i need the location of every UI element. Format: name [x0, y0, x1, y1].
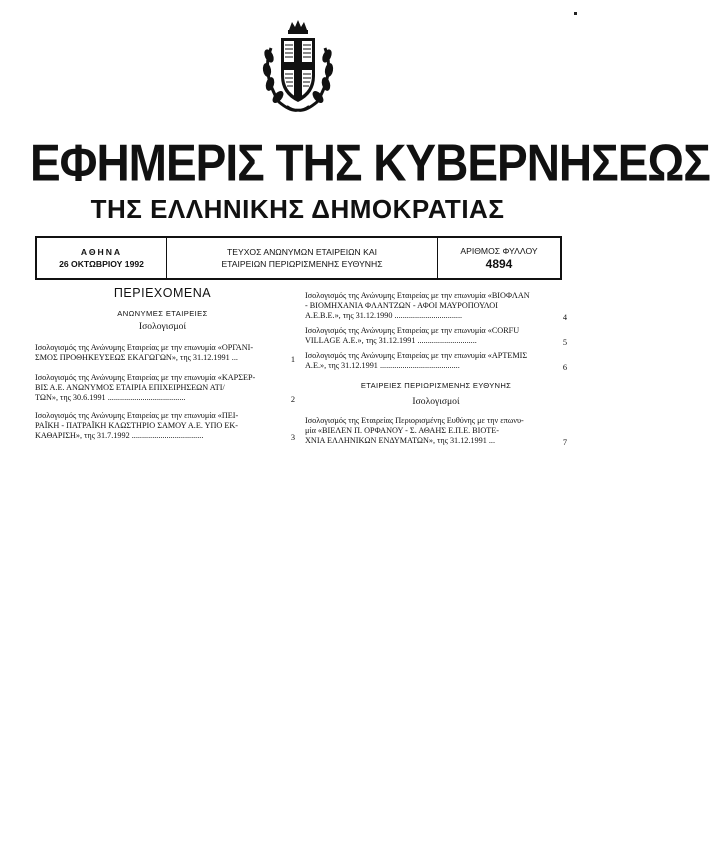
toc-entry-line: ΧΝΙΑ ΕΛΛΗΝΙΚΩΝ ΕΝΔΥΜΑΤΩΝ», της 31.12.1991 ...: [305, 436, 495, 445]
toc-entry[interactable]: [35, 343, 295, 365]
issue-date: 26 ΟΚΤΩΒΡΙΟΥ 1992: [59, 259, 144, 269]
toc-entry-line: Ισολογισμός της Ανώνυμης Εταιρείας με την επωνυμία «ΠΕΙ-: [35, 411, 239, 420]
gazette-subtitle: ΤΗΣ ΕΛΛΗΝΙΚΗΣ ΔΗΜΟΚΡΑΤΙΑΣ: [90, 194, 505, 224]
city-label: ΑΘΗΝΑ: [80, 247, 123, 257]
section-ae-heading: ΑΝΩΝΥΜΕΣ ΕΤΑΙΡΕΙΕΣ: [117, 309, 208, 318]
toc-entry-line: ΒΙΣ Α.Ε. ΑΝΩΝΥΜΟΣ ΕΤΑΙΡΙΑ ΕΠΙΧΕΙΡΗΣΕΩΝ ΑΤΙ/: [35, 383, 225, 392]
gazette-title: ΕΦΗΜΕΡΙΣ ΤΗΣ ΚΥΒΕΡΝΗΣΕΩΣ: [30, 133, 710, 192]
toc-entry-line: VILLAGE Α.Ε.», της 31.12.1991 .............................: [305, 336, 477, 345]
toc-entry-line: Ισολογισμός της Εταιρείας Περιορισμένης Ευθύνης με την επωνυ-: [305, 416, 524, 425]
toc-entry[interactable]: [35, 411, 295, 443]
toc-entry[interactable]: [305, 291, 567, 323]
balance-sheets-subheading-2: Ισολογισμοί: [412, 396, 460, 407]
toc-entry[interactable]: [305, 351, 567, 373]
toc-entry-line: ΚΑΘΑΡΙΣΗ», της 31.7.1992 ...................................: [35, 431, 204, 440]
balance-sheets-subheading-1: Ισολογισμοί: [138, 321, 187, 332]
toc-entry-line: Ισολογισμός της Ανώνυμης Εταιρείας με την επωνυμία «ΚΑΡΣΕΡ-: [35, 373, 256, 382]
toc-page-number: 2: [290, 395, 295, 404]
issue-type-cell: [167, 238, 438, 278]
toc-entry-line: - ΒΙΟΜΗΧΑΝΙΑ ΦΛΑΝΤΖΩΝ - ΑΦΟΙ ΜΑΥΡΟΠΟΥΛΟΙ: [305, 301, 498, 310]
sheet-number-cell: [438, 238, 560, 278]
toc-entry-line: μία «ΒΙΕΛΕΝ Π. ΟΡΦΑΝΟΥ - Σ. ΑΘΑΗΣ Ε.Π.Ε. ΒΙΟΤΕ-: [305, 426, 500, 435]
toc-entry-line: Ισολογισμός της Ανώνυμης Εταιρείας με την επωνυμία «ΟΡΓΑΝΙ-: [35, 343, 254, 352]
toc-entry-line: ΤΩΝ», της 30.6.1991 ......................................: [35, 393, 186, 402]
issue-type-line2: ΕΤΑΙΡΕΙΩΝ ΠΕΡΙΩΡΙΣΜΕΝΗΣ ΕΥΘΥΝΗΣ: [221, 259, 383, 269]
toc-entry-line: Α.Ε.», της 31.12.1991 .......................................: [305, 361, 460, 370]
sheet-number-label: ΑΡΙΘΜΟΣ ΦΥΛΛΟΥ: [460, 245, 538, 256]
toc-page-number: 5: [562, 338, 567, 347]
contents-heading: ΠΕΡΙΕΧΟΜΕΝΑ: [113, 286, 212, 300]
toc-page-number: 6: [562, 363, 567, 372]
sheet-number: 4894: [485, 256, 513, 271]
toc-page-number: 1: [290, 355, 295, 364]
toc-entry[interactable]: [305, 416, 567, 448]
toc-page-number: 7: [562, 438, 567, 447]
issue-type-line1: ΤΕΥΧΟΣ ΑΝΩΝΥΜΩΝ ΕΤΑΙΡΕΙΩΝ ΚΑΙ: [226, 247, 378, 257]
place-date-cell: [37, 238, 167, 278]
toc-entry-line: Ισολογισμός της Ανώνυμης Εταιρείας με την επωνυμία «ΑΡΤΕΜΙΣ: [305, 351, 528, 360]
section-epe-heading: ΕΤΑΙΡΕΙΕΣ ΠΕΡΙΩΡΙΣΜΕΝΗΣ ΕΥΘΥΝΗΣ: [360, 381, 512, 390]
toc-page-number: 4: [562, 313, 567, 322]
toc-entry-line: Ισολογισμός της Ανώνυμης Εταιρείας με την επωνυμία «ΒΙΟΦΛΑΝ: [305, 291, 530, 300]
scan-speck: [574, 12, 577, 15]
toc-page-number: 3: [290, 433, 295, 442]
greek-coat-of-arms-icon: [257, 18, 339, 116]
toc-entry[interactable]: [35, 373, 295, 405]
toc-entry-line: Ισολογισμός της Ανώνυμης Εταιρείας με την επωνυμία «CORFU: [305, 326, 520, 335]
issue-header-box: [35, 236, 562, 280]
toc-entry[interactable]: [305, 326, 567, 348]
toc-entry-line: ΣΜΟΣ ΠΡΟΘΗΚΕΥΣΕΩΣ ΕΚΑΓΩΓΩΝ», της 31.12.1991 ...: [35, 353, 238, 362]
toc-entry-line: Α.Ε.Β.Ε.», της 31.12.1990 .................................: [305, 311, 463, 320]
toc-entry-line: ΡΑΪΚΗ - ΠΑΤΡΑΪΚΗ ΚΛΩΣΤΗΡΙΟ ΣΑΜΟΥ Α.Ε. ΥΠΟ ΕΚ-: [35, 421, 239, 430]
